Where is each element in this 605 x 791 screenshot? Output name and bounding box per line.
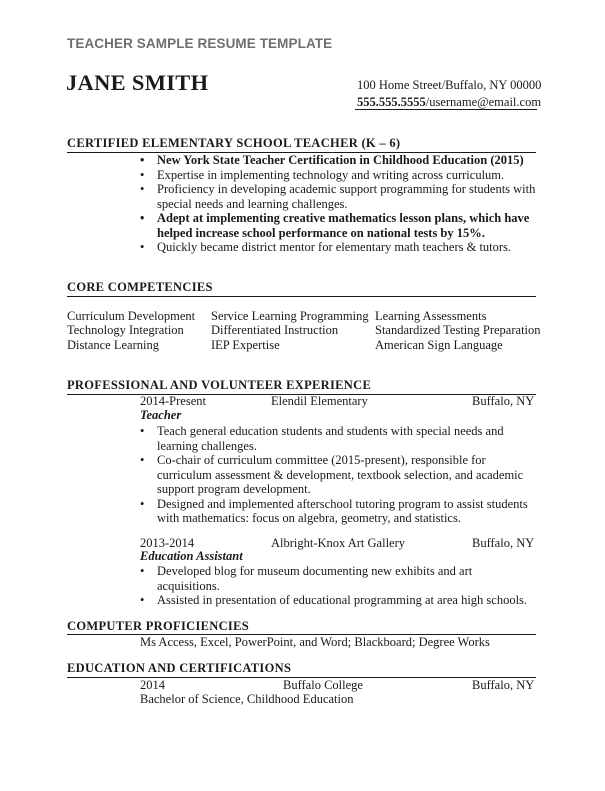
experience-title: PROFESSIONAL AND VOLUNTEER EXPERIENCE — [67, 378, 372, 392]
education-school: Buffalo College — [283, 678, 363, 692]
job-location: Buffalo, NY — [472, 536, 535, 550]
competencies-col-2 — [211, 309, 369, 352]
job-org: Elendil Elementary — [271, 394, 368, 408]
contact-line — [357, 95, 541, 110]
list-item: • Proficiency in developing academic support programming for students with special needs and learning challenges. — [136, 182, 536, 211]
competencies-divider — [67, 296, 536, 297]
list-item: • Developed blog for museum documenting new exhibits and art acquisitions. — [136, 564, 536, 593]
competency-item: American Sign Language — [375, 337, 503, 352]
job-dates: 2014-Present — [140, 394, 206, 408]
competency-item: Technology Integration — [67, 323, 184, 338]
education-title: EDUCATION AND CERTIFICATIONS — [67, 661, 292, 675]
competencies-title: CORE COMPETENCIES — [67, 280, 213, 294]
competency-item: Service Learning Programming — [211, 309, 369, 323]
header-divider — [355, 109, 537, 110]
template-banner: TEACHER SAMPLE RESUME TEMPLATE — [67, 36, 333, 51]
list-item: • Adept at implementing creative mathematics lesson plans, which have helped increase school performance on national tests by 15%. — [136, 211, 536, 240]
list-item: • New York State Teacher Certification in Childhood Education (2015) — [136, 153, 536, 168]
competency-item: Distance Learning — [67, 337, 159, 352]
candidate-name: JANE SMITH — [66, 70, 209, 95]
education-location: Buffalo, NY — [472, 678, 535, 692]
list-item: • Designed and implemented afterschool tutoring program to assist students with mathematics: focus on algebra, geometry, and statistics. — [136, 497, 536, 526]
competency-item: IEP Expertise — [211, 337, 280, 352]
competencies-col-3 — [375, 309, 541, 352]
education-year: 2014 — [140, 678, 165, 692]
computer-skills: Ms Access, Excel, PowerPoint, and Word; Blackboard; Degree Works — [140, 635, 490, 649]
summary-list — [136, 153, 536, 255]
competency-item: Standardized Testing Preparation — [375, 323, 541, 338]
job-dates: 2013-2014 — [140, 536, 195, 550]
competencies-col-1 — [67, 309, 195, 352]
list-item: • Expertise in implementing technology and writing across curriculum. — [136, 168, 536, 183]
list-item: • Assisted in presentation of educational programming at area high schools. — [136, 593, 536, 608]
job-bullets — [136, 424, 536, 526]
address: 100 Home Street/Buffalo, NY 00000 — [357, 78, 542, 92]
job-org: Albright-Knox Art Gallery — [271, 536, 406, 550]
competency-item: Learning Assessments — [375, 309, 487, 323]
job-role: Teacher — [140, 408, 182, 422]
list-item: • Teach general education students and students with special needs and learning challenges. — [136, 424, 536, 453]
list-item: • Quickly became district mentor for elementary math teachers & tutors. — [136, 240, 536, 255]
email: /username@email.com — [425, 95, 542, 109]
phone: 555.555.5555 — [357, 95, 426, 109]
job-bullets — [136, 564, 536, 608]
job-location: Buffalo, NY — [472, 394, 535, 408]
job-role: Education Assistant — [140, 549, 243, 563]
education-degree: Bachelor of Science, Childhood Education — [140, 692, 354, 706]
summary-title: CERTIFIED ELEMENTARY SCHOOL TEACHER (K – 6) — [67, 136, 401, 150]
competency-item: Differentiated Instruction — [211, 323, 339, 338]
list-item: • Co-chair of curriculum committee (2015-present), responsible for curriculum assessment & development, textbook selection, and academic support program development. — [136, 453, 536, 497]
computer-title: COMPUTER PROFICIENCIES — [67, 619, 249, 633]
competency-item: Curriculum Development — [67, 309, 196, 323]
